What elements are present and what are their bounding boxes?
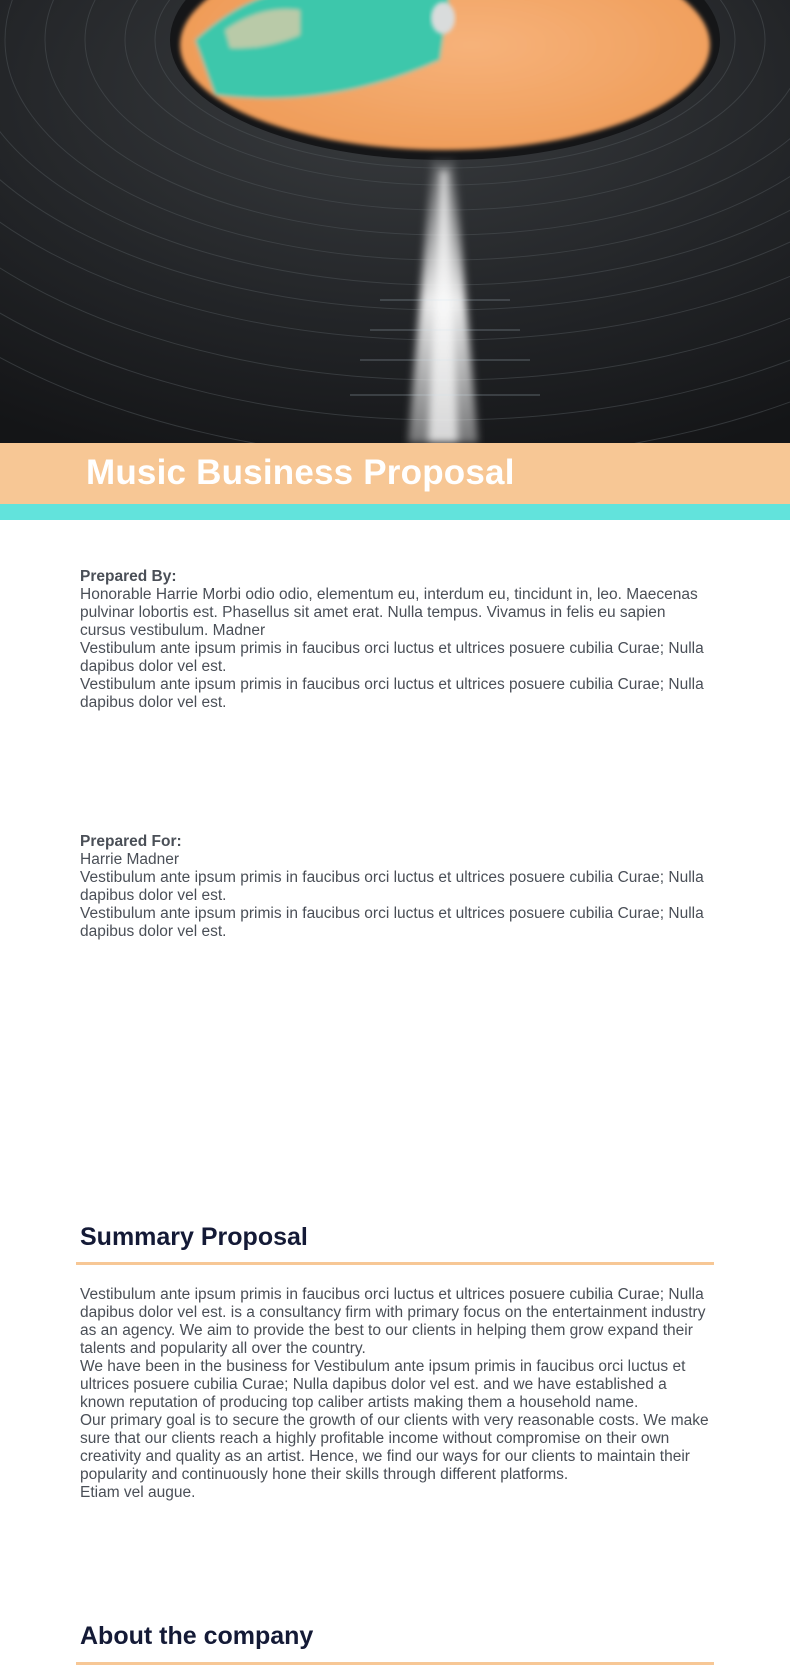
prepared-for-line: Vestibulum ante ipsum primis in faucibus orci luctus et ultrices posuere cubilia Curae; Nulla dapibus dolor vel est. [80, 869, 704, 904]
accent-stripe [0, 504, 790, 520]
about-heading: About the company [80, 1622, 314, 1650]
prepared-by-line: Honorable Harrie Morbi odio odio, elementum eu, interdum eu, tincidunt in, leo. Maecenas pulvinar lobortis est. Phasellus sit amet erat. Nulla tempus. Vivamus in felis eu sapien cursus vestibulum. Madner [80, 586, 698, 639]
prepared-by-line: Vestibulum ante ipsum primis in faucibus orci luctus et ultrices posuere cubilia Curae; Nulla dapibus dolor vel est. [80, 640, 704, 675]
summary-paragraph: Our primary goal is to secure the growth of our clients with very reasonable costs. We make sure that our clients reach a highly profitable income without compromise on their own creativity and quality as an artist. Hence, we find our ways for our clients to maintain their popularity and continuously hone their skills through different platforms. [80, 1412, 709, 1483]
summary-divider [76, 1262, 714, 1265]
summary-paragraph: Vestibulum ante ipsum primis in faucibus orci luctus et ultrices posuere cubilia Curae; Nulla dapibus dolor vel est. is a consultancy firm with primary focus on the entertainment industry as an agency. We aim to provide the best to our clients in helping them grow expand their talents and popularity all over the country. [80, 1286, 706, 1357]
prepared-for-line: Vestibulum ante ipsum primis in faucibus orci luctus et ultrices posuere cubilia Curae; Nulla dapibus dolor vel est. [80, 905, 704, 940]
summary-paragraph: Etiam vel augue. [80, 1484, 196, 1501]
prepared-for-label: Prepared For: [80, 833, 182, 850]
hero-vinyl-record-image [0, 0, 790, 443]
prepared-for-line: Harrie Madner [80, 851, 180, 868]
summary-heading: Summary Proposal [80, 1223, 308, 1251]
vinyl-record-illustration [0, 0, 790, 443]
prepared-by-label: Prepared By: [80, 568, 177, 585]
prepared-for-block [80, 833, 710, 941]
title-band [0, 443, 790, 504]
summary-body [80, 1286, 710, 1502]
prepared-by-line: Vestibulum ante ipsum primis in faucibus orci luctus et ultrices posuere cubilia Curae; Nulla dapibus dolor vel est. [80, 676, 704, 711]
summary-paragraph: We have been in the business for Vestibulum ante ipsum primis in faucibus orci luctus et ultrices posuere cubilia Curae; Nulla dapibus dolor vel est. and we have established a known reputation of producing top caliber artists making them a household name. [80, 1358, 686, 1411]
document-title: Music Business Proposal [86, 453, 515, 492]
prepared-by-block [80, 568, 710, 712]
about-divider [76, 1662, 714, 1665]
